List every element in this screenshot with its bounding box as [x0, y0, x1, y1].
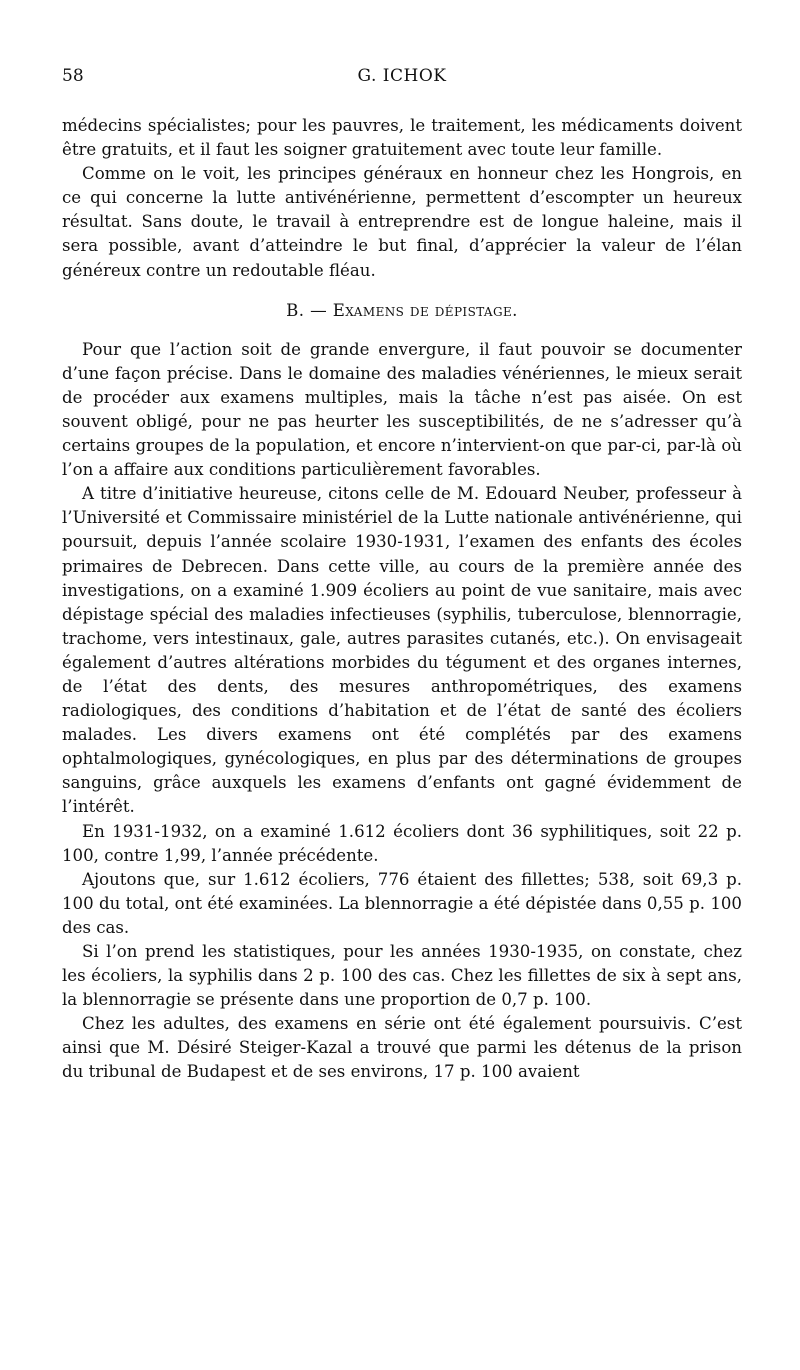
- paragraph-2: Comme on le voit, les principes généraux en honneur chez les Hongrois, en ce qui concerne la lutte antivénérienne, permettent d’escompter un heureux résultat. Sans doute, le travail à entreprendre est de longue haleine, mais il sera possible, avant d’atteindre le but final, d’apprécier la valeur de l’élan généreux contre un redoutable fléau.: [62, 164, 742, 280]
- paragraph-5: En 1931-1932, on a examiné 1.612 écoliers dont 36 syphilitiques, soit 22 p. 100, contre 1,99, l’année précédente.: [62, 821, 742, 865]
- page-header: [62, 66, 742, 96]
- paragraph-8: Chez les adultes, des examens en série ont été également poursuivis. C’est ainsi que M. Désiré Steiger-Kazal a trouvé que parmi les détenus de la prison du tribunal de Budapest et de ses environs, 17 p. 100 avaient: [62, 1014, 742, 1082]
- paragraph-4: A titre d’initiative heureuse, citons celle de M. Edouard Neuber, professeur à l’Université et Commissaire ministériel de la Lutte nationale antivénérienne, qui poursuit, depuis l’année scolaire 1930-1931, l’examen des enfants des écoles primaires de Debrecen. Dans cette ville, au cours de la première année des investigations, on a examiné 1.909 écoliers au point de vue sanitaire, mais avec dépistage spécial des maladies infectieuses (syphilis, tuberculose, blennorragie, trachome, vers intestinaux, gale, autres parasites cutanés, etc.). On envisageait également d’autres altérations morbides du tégument et des organes internes, de l’état des dents, des mesures anthropométriques, des examens radiologiques, des conditions d’habitation et de l’état de santé des écoliers malades. Les divers examens ont été complétés par des examens ophtalmologiques, gynécologiques, en plus par des déterminations de groupes sanguins, grâce auxquels les examens d’enfants ont gagné évidemment de l’intérêt.: [62, 484, 742, 817]
- section-letter: B. —: [286, 300, 328, 320]
- paragraph-1: médecins spécialistes; pour les pauvres, le traitement, les médicaments doivent être gratuits, et il faut les soigner gratuitement avec toute leur famille.: [62, 116, 742, 160]
- section-heading: [62, 299, 742, 323]
- book-page: [0, 66, 800, 1370]
- page-number: 58: [62, 66, 84, 86]
- paragraph-3: Pour que l’action soit de grande envergure, il faut pouvoir se documenter d’une façon précise. Dans le domaine des maladies vénériennes, le mieux serait de procéder aux examens multiples, mais la tâche n’est pas aisée. On est souvent obligé, pour ne pas heurter les susceptibilités, de ne s’adresser qu’à certains groupes de la population, et encore n’intervient-on que par-ci, par-là où l’on a affaire aux conditions particulièrement favorables.: [62, 339, 742, 480]
- paragraph-7: Si l’on prend les statistiques, pour les années 1930-1935, on constate, chez les écoliers, la syphilis dans 2 p. 100 des cas. Chez les fillettes de six à sept ans, la blennorragie se présente dans une proportion de 0,7 p. 100.: [62, 942, 742, 1010]
- section-title: Examens de dépistage.: [332, 300, 518, 320]
- running-head: G. ICHOK: [357, 66, 447, 86]
- body-text: [62, 114, 742, 1085]
- paragraph-6: Ajoutons que, sur 1.612 écoliers, 776 étaient des fillettes; 538, soit 69,3 p. 100 du total, ont été examinées. La blennorragie a été dépistée dans 0,55 p. 100 des cas.: [62, 869, 742, 937]
